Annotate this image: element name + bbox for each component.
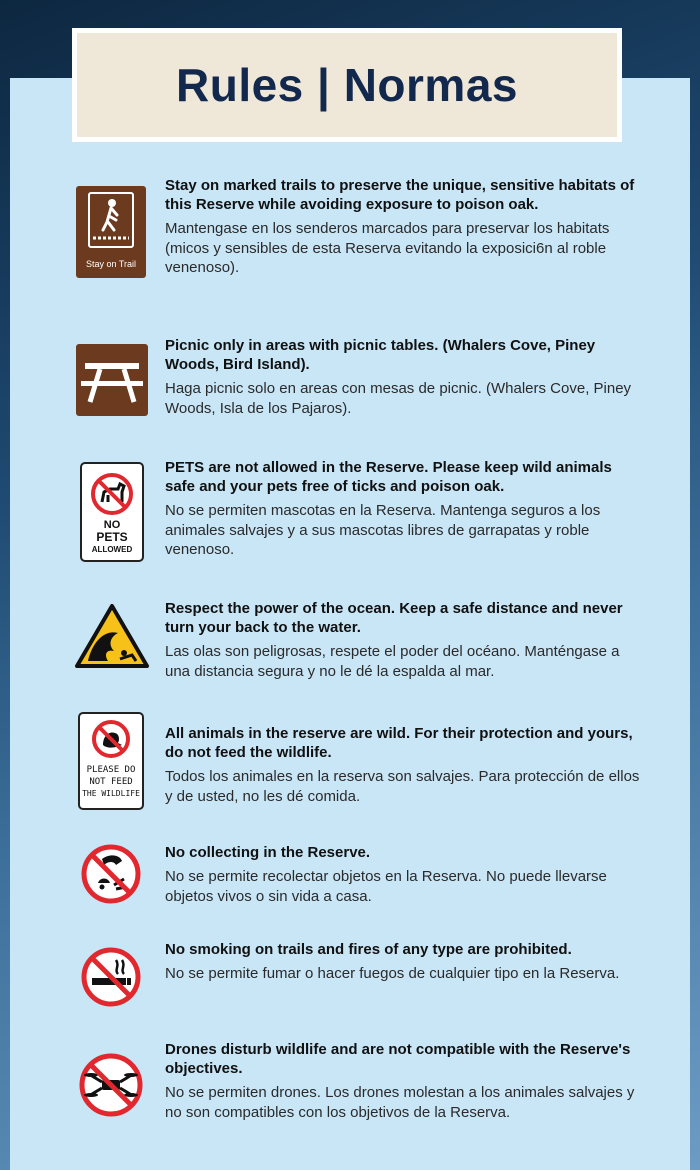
no-smoking-icon <box>80 946 142 1013</box>
rule-text-es: Haga picnic solo en areas con mesas de picnic. (Whalers Cove, Piney Woods, Isla de los Pajaros). <box>165 380 632 417</box>
picnic-table-icon <box>76 344 148 421</box>
rule-text-es: No se permiten mascotas en la Reserva. Mantenga seguros a los animales salvajes y a sus mascotas libres de garrapatas y roble venenoso. <box>165 502 601 558</box>
rule-text-en: All animals in the reserve are wild. For their protection and yours, do not feed the wildlife. <box>165 725 633 761</box>
rule-text-en: Picnic only in areas with picnic tables. (Whalers Cove, Piney Woods, Bird Island). <box>165 337 596 373</box>
rule-text-es: No se permite recolectar objetos en la Reserva. No puede llevarse objetos vivos o sin vida a casa. <box>165 868 607 905</box>
title-banner <box>72 28 622 142</box>
rule-text-en: No collecting in the Reserve. <box>165 844 371 861</box>
rule-text-en: Respect the power of the ocean. Keep a safe distance and never turn your back to the water. <box>165 600 623 636</box>
rule-text-en: PETS are not allowed in the Reserve. Please keep wild animals safe and your pets free of ticks and poison oak. <box>165 459 612 495</box>
page-title: Rules | Normas <box>176 59 518 111</box>
wave-warning-icon <box>74 603 150 674</box>
no-collecting-icon <box>80 843 142 910</box>
rule-text-es: No se permite fumar o hacer fuegos de cualquier tipo en la Reserva. <box>165 965 620 982</box>
no-pets-sign-icon <box>80 462 144 567</box>
rule-text-es: Todos los animales en la reserva son salvajes. Para protección de ellos y de usted, no les dé comida. <box>165 768 640 805</box>
feed-sign-label-line1: PLEASE DO <box>86 765 136 775</box>
hiker-trail-sign-icon <box>76 186 146 283</box>
rule-text-en: Drones disturb wildlife and are not compatible with the Reserve's objectives. <box>165 1041 631 1077</box>
no-drones-icon <box>78 1052 144 1123</box>
rule-text-es: No se permiten drones. Los drones molestan a los animales salvajes y no son compatibles con los objetivos de la Reserva. <box>165 1084 635 1121</box>
rule-text-es: Las olas son peligrosas, respete el poder del océano. Manténgase a una distancia segura y no le dé la espalda al mar. <box>165 643 620 680</box>
do-not-feed-wildlife-icon <box>78 712 144 815</box>
rule-text-en: Stay on marked trails to preserve the unique, sensitive habitats of this Reserve while avoiding exposure to poison oak. <box>165 177 635 213</box>
feed-sign-label-line2: NOT FEED <box>89 777 133 787</box>
no-pets-label-line3: ALLOWED <box>91 545 133 554</box>
no-pets-label-line1: NO <box>103 519 121 531</box>
no-pets-label-line2: PETS <box>96 530 128 544</box>
feed-sign-label-line3: THE WILDLIFE <box>82 789 140 798</box>
rule-text-es: Mantengase en los senderos marcados para preservar los habitats (micos y sensibles de esta Reserva evitando la exposici6n al roble venenoso). <box>165 220 610 276</box>
rule-text-en: No smoking on trails and fires of any type are prohibited. <box>165 941 572 958</box>
trail-sign-label: Stay on Trail <box>85 259 137 269</box>
